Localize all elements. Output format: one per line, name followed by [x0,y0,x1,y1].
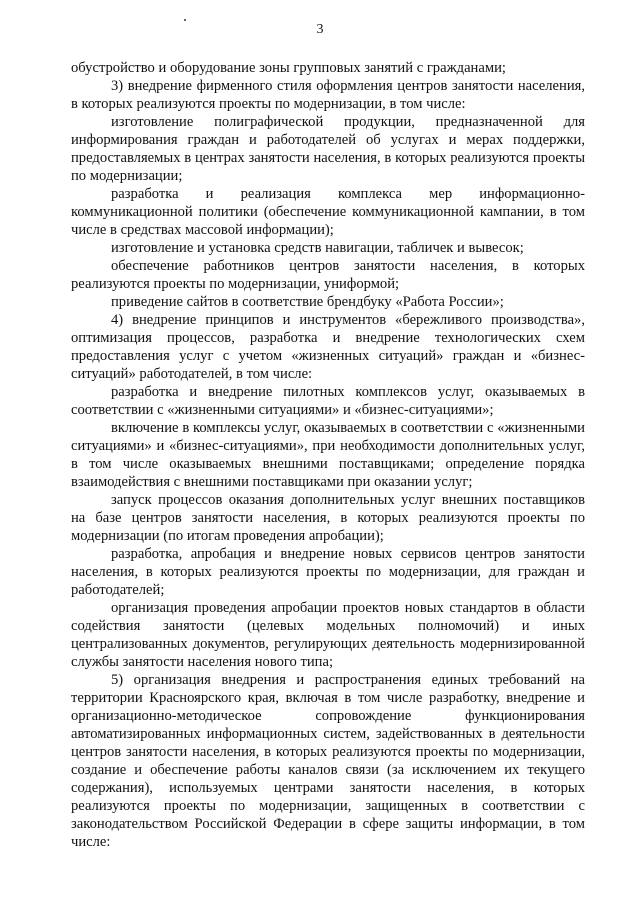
paragraph: включение в комплексы услуг, оказываемых в соответствии с «жизненными ситуациями» и «бизнес-ситуациями», при необходимости дополнительных услуг, в том числе оказываемых внешними поставщиками; определение порядка взаимодействия с внешними поставщиками при оказании услуг; [71,420,585,490]
paragraph: 5) организация внедрения и распространения единых требований на территории Красноярского края, включая в том числе разработку, внедрение и организационно-методическое сопровождение функционирования автоматизированных информационных систем, задействованных в деятельности центров занятости населения, в которых реализуются проекты по модернизации, создание и обеспечение работы каналов связи (за исключением их текущего содержания), используемых центрами занятости населения, в которых реализуются проекты по модернизации, защищенных в соответствии с законодательством Российской Федерации в сфере защиты информации, в том числе: [71,672,585,850]
paragraph: приведение сайтов в соответствие брендбуку «Работа России»; [111,294,504,310]
paragraph: обустройство и оборудование зоны групповых занятий с гражданами; [71,60,506,76]
paragraph: разработка, апробация и внедрение новых сервисов центров занятости населения, в которых реализуются проекты по модернизации, для граждан и работодателей; [71,546,585,598]
paragraph: 4) внедрение принципов и инструментов «бережливого производства», оптимизация процессов, разработка и внедрение технологических схем предоставления услуг с учетом «жизненных ситуаций» граждан и «бизнес-ситуаций» работодателей, в том числе: [71,312,585,382]
paragraph: организация проведения апробации проектов новых стандартов в области содействия занятости (целевых модельных полномочий) и иных централизованных документов, регулирующих деятельность модернизированной службы занятости населения нового типа; [71,600,585,670]
paragraph: изготовление полиграфической продукции, предназначенной для информирования граждан и работодателей об услугах и мерах поддержки, предоставляемых в центрах занятости населения, в которых реализуются проекты по модернизации; [71,114,585,184]
paragraph: разработка и внедрение пилотных комплексов услуг, оказываемых в соответствии с «жизненными ситуациями» и «бизнес-ситуациями»; [71,384,585,418]
document-body [71,59,585,851]
page-number: 3 [316,22,324,37]
paragraph: разработка и реализация комплекса мер информационно-коммуникационной политики (обеспечение коммуникационной кампании, в том числе в средствах массовой информации); [71,186,585,238]
paragraph: запуск процессов оказания дополнительных услуг внешних поставщиков на базе центров занятости населения, в которых реализуются проекты по модернизации (по итогам проведения апробации); [71,492,585,544]
scan-speck [184,19,186,21]
paragraph: обеспечение работников центров занятости населения, в которых реализуются проекты по модернизации, униформой; [71,258,585,292]
paragraph: 3) внедрение фирменного стиля оформления центров занятости населения, в которых реализуются проекты по модернизации, в том числе: [71,78,585,112]
paragraph: изготовление и установка средств навигации, табличек и вывесок; [111,240,524,256]
